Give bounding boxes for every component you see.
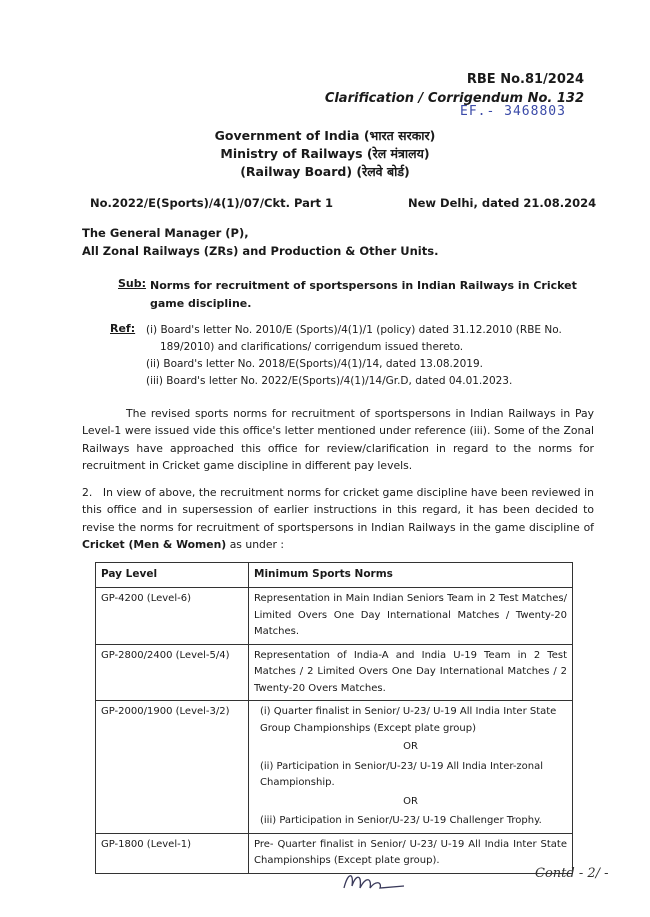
table-row <box>96 833 573 873</box>
addressee-line-2: All Zonal Railways (ZRs) and Production & Other Units. <box>82 244 439 258</box>
continued-note: Contd - 2/ - <box>535 866 609 881</box>
org-line-government: Government of India (भारत सरकार) <box>214 128 436 143</box>
pay-level-cell: GP-4200 (Level-6) <box>96 588 249 645</box>
subject-text: Norms for recruitment of sportspersons in Indian Railways in Cricket game discipline. <box>150 279 577 310</box>
table-row <box>96 701 573 834</box>
paragraph-2-bold: Cricket (Men & Women) <box>82 537 227 551</box>
reference-item: (iii) Board's letter No. 2022/E(Sports)/4(1)/14/Gr.D, dated 04.01.2023. <box>146 375 513 387</box>
paragraph-2-number: 2. <box>82 486 93 499</box>
norm-subitem: (i) Quarter finalist in Senior/ U-23/ U-19 All India Inter State Group Championships (Except plate group) <box>260 706 557 734</box>
org-line-ministry: Ministry of Railways (रेल मंत्रालय) <box>220 146 430 161</box>
addressee-line-1: The General Manager (P), <box>82 226 249 240</box>
norm-cell: Representation in Main Indian Seniors Team in 2 Test Matches/ Limited Overs One Day International Matches / Twenty-20 Matches. <box>249 588 573 645</box>
table-row <box>96 588 573 645</box>
paragraph-1-text: The revised sports norms for recruitment of sportspersons in Indian Railways in Pay Level-1 were issued vide this office's letter mentioned under reference (iii). Some of the Zonal Railways have approached this office for review/clarification in regard to the norms for recruitment in Cricket game discipline in different pay levels. <box>82 407 594 472</box>
pay-level-cell: GP-2800/2400 (Level-5/4) <box>96 644 249 701</box>
file-number: No.2022/E(Sports)/4(1)/07/Ckt. Part 1 <box>90 196 334 210</box>
norm-subitem: (iii) Participation in Senior/U-23/ U-19 Challenger Trophy. <box>260 815 542 826</box>
handwritten-ef-number: EF.- 3468803 <box>460 104 566 119</box>
or-separator: OR <box>403 795 418 807</box>
paragraph-2-text: In view of above, the recruitment norms for cricket game discipline have been reviewed in this office and in supersession of earlier instructions in this regard, it has been decided to revise the norms for recruitment of sportspersons in Indian Railways in the game discipline of <box>82 486 595 534</box>
or-separator: OR <box>403 741 418 752</box>
table-header-pay-level: Pay Level <box>96 563 249 588</box>
reference-label: Ref: <box>110 322 136 335</box>
table-header-norms: Minimum Sports Norms <box>249 563 573 588</box>
pay-level-cell: GP-1800 (Level-1) <box>96 833 249 873</box>
norm-subitem: (ii) Participation in Senior/U-23/ U-19 All India Inter-zonal Championship. <box>260 760 544 788</box>
reference-item: 189/2010) and clarifications/ corrigendum issued thereto. <box>160 341 464 353</box>
org-line-board: (Railway Board) (रेलवे बोर्ड) <box>240 164 410 179</box>
rbe-number: RBE No.81/2024 <box>466 72 584 87</box>
subject-label: Sub: <box>118 277 147 290</box>
clarification-number: Clarification / Corrigendum No. 132 <box>324 91 584 106</box>
table-row <box>96 644 573 701</box>
reference-item: (ii) Board's letter No. 2018/E(Sports)/4(1)/14, dated 13.08.2019. <box>146 358 483 370</box>
norm-cell: Pre- Quarter finalist in Senior/ U-23/ U-19 All India Inter State Championships (Except plate group). <box>249 833 573 873</box>
paragraph-2 <box>82 484 594 553</box>
norms-table <box>95 562 573 874</box>
paragraph-2-tail: as under : <box>229 537 285 551</box>
pay-level-cell: GP-2000/1900 (Level-3/2) <box>96 701 249 834</box>
reference-item: (i) Board's letter No. 2010/E (Sports)/4(1)/1 (policy) dated 31.12.2010 (RBE No. <box>146 324 562 336</box>
norm-cell: Representation of India-A and India U-19 Team in 2 Test Matches / 2 Limited Overs One Day International Matches / 2 Twenty-20 Overs Matches. <box>249 644 573 701</box>
signature-scribble <box>340 868 410 894</box>
date-line: New Delhi, dated 21.08.2024 <box>408 196 597 210</box>
table-header-row <box>96 563 573 588</box>
norm-cell <box>249 701 573 834</box>
paragraph-1 <box>82 405 594 474</box>
